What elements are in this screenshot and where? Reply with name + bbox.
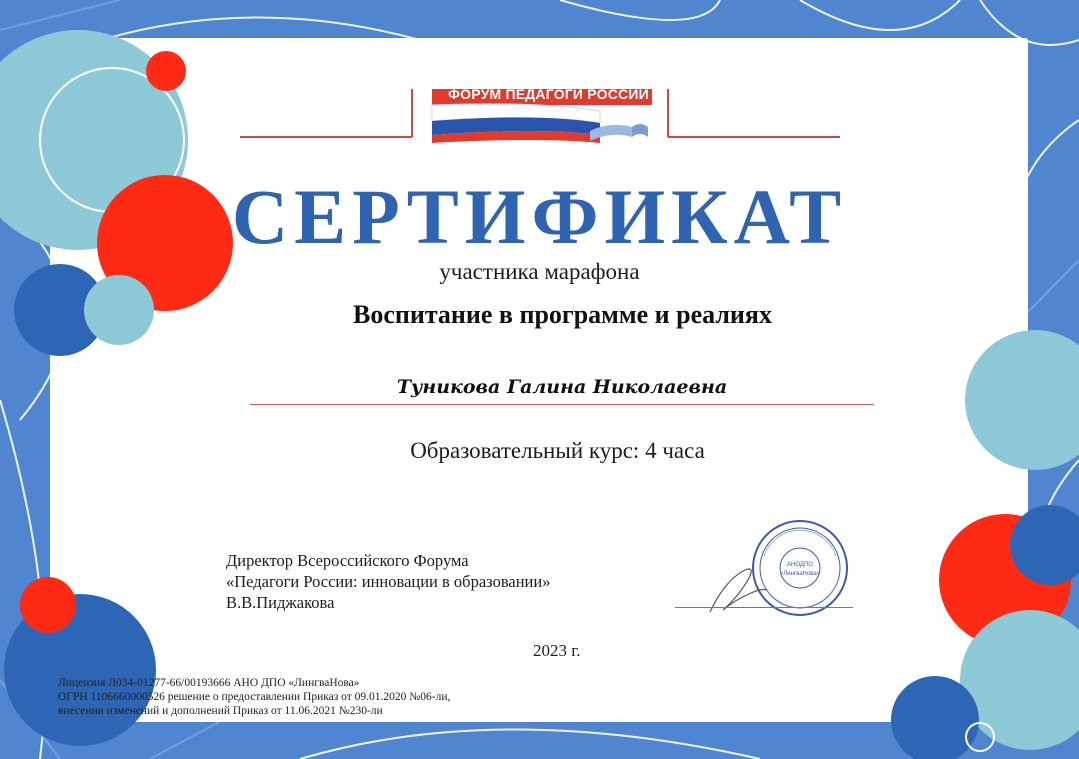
signature-line <box>675 607 853 608</box>
license-line-3: внесении изменений и дополнений Приказ от 11.06.2021 №230-ли <box>58 705 383 717</box>
director-line-1: Директор Всероссийского Форума <box>226 551 469 570</box>
name-underline <box>250 404 874 405</box>
circle-small-red-top <box>146 51 186 91</box>
certificate-title: СЕРТИФИКАТ <box>231 173 848 260</box>
svg-text:«ЛингваНова»: «ЛингваНова» <box>779 571 821 577</box>
license-line-2: ОГРН 1106660000526 решение о предоставлении Приказ от 09.01.2020 №06-ли, <box>58 691 451 703</box>
certificate-year: 2023 г. <box>533 641 581 660</box>
circle-red-bottom-left <box>20 577 76 633</box>
director-block <box>226 550 550 613</box>
director-line-2: «Педагоги России: инновации в образовании» <box>226 572 551 591</box>
recipient-name: Туникова Галина Николаевна <box>396 376 728 398</box>
license-line-1: Лицензия Л034-01277-66/00193666 АНО ДПО «ЛингваНова» <box>58 677 360 689</box>
license-block <box>58 676 450 718</box>
event-name: Воспитание в программе и реалиях <box>353 300 772 329</box>
signature <box>705 560 775 620</box>
course-info: Образовательный курс: 4 часа <box>410 438 705 463</box>
svg-text:АНОДПО: АНОДПО <box>787 562 813 568</box>
director-line-3: В.В.Пиджакова <box>226 593 335 612</box>
logo-text: ФОРУМ ПЕДАГОГИ РОССИИ <box>448 86 649 102</box>
certificate-subtitle: участника марафона <box>439 259 640 284</box>
